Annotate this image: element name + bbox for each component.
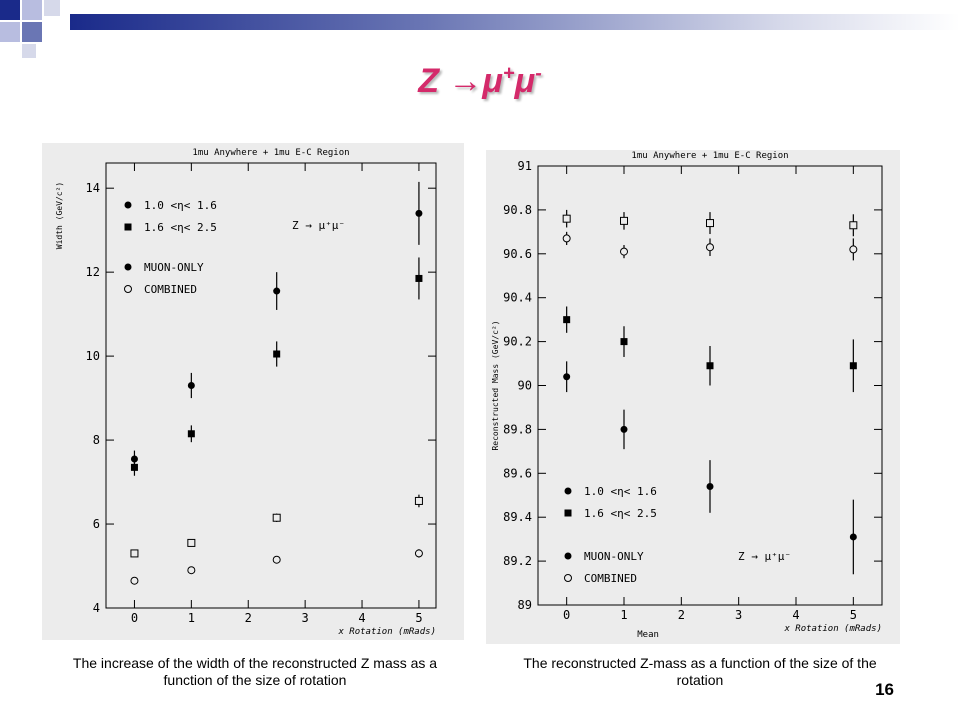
data-point-open-square	[188, 539, 195, 546]
x-tick-label: 2	[244, 611, 252, 625]
x-tick-label: 0	[130, 611, 139, 625]
y-tick-label: 90.6	[503, 246, 532, 261]
data-point-filled-circle	[850, 533, 857, 540]
caption-right: The reconstructed Z-mass as a function of the size of the rotation	[523, 655, 877, 688]
annotation-z-mumu: Z → μ⁺μ⁻	[738, 550, 791, 563]
title-main: Z →μ	[418, 62, 503, 100]
y-tick-label: 10	[85, 349, 100, 364]
caption-left: The increase of the width of the reconstructed Z mass as a function of the size of rotation	[72, 655, 438, 688]
data-point-filled-square	[273, 351, 280, 358]
corner-square-2	[22, 0, 42, 20]
x-tick-label: 4	[792, 608, 800, 622]
data-point-open-circle	[563, 235, 570, 242]
chart-title: 1mu Anywhere + 1mu E-C Region	[631, 151, 789, 161]
annotation-z-mumu: Z → μ⁺μ⁻	[292, 219, 345, 232]
legend-marker-filled-circle	[125, 264, 132, 271]
y-tick-label: 89	[517, 598, 532, 612]
x-axis-label: x Rotation (mRads)	[338, 627, 436, 637]
legend-marker-filled-circle	[565, 553, 572, 560]
y-tick-label: 89.4	[503, 510, 532, 525]
corner-square-6	[22, 44, 36, 58]
y-tick-label: 89.8	[503, 422, 532, 437]
data-point-open-square	[415, 497, 422, 504]
y-tick-label: 14	[85, 181, 100, 196]
chart-panel-mass	[486, 150, 900, 644]
x-tick-label: 3	[735, 608, 743, 622]
legend-marker-filled-square	[565, 510, 572, 517]
y-axis-label: Reconstructed Mass (GeV/c²)	[491, 320, 500, 451]
data-point-open-circle	[621, 248, 628, 255]
data-point-open-circle	[707, 244, 714, 251]
data-point-open-square	[563, 215, 570, 222]
x-tick-label: 5	[415, 611, 423, 625]
corner-square-4	[0, 22, 20, 42]
data-point-open-circle	[850, 246, 857, 253]
y-tick-label: 12	[85, 265, 100, 280]
legend-label: 1.0 <η< 1.6	[584, 485, 657, 498]
data-point-filled-square	[707, 362, 714, 369]
x-tick-label: 4	[358, 611, 366, 625]
data-point-filled-circle	[707, 483, 714, 490]
corner-square-3	[44, 0, 60, 16]
data-point-open-circle	[273, 556, 280, 563]
legend-label: 1.0 <η< 1.6	[144, 199, 217, 212]
title-mu: μ	[514, 62, 536, 100]
x-axis-label-secondary: Mean	[637, 630, 659, 640]
y-tick-label: 90.4	[503, 290, 532, 305]
y-tick-label: 89.6	[503, 466, 532, 481]
y-axis-label: Width (GeV/c²)	[55, 181, 64, 250]
legend-label: 1.6 <η< 2.5	[584, 507, 657, 520]
data-point-open-square	[131, 550, 138, 557]
data-point-open-square	[621, 217, 628, 224]
y-tick-label: 4	[92, 601, 100, 615]
x-tick-label: 3	[301, 611, 309, 625]
data-point-filled-circle	[415, 210, 422, 217]
y-tick-label: 90.8	[503, 202, 532, 217]
title-sup-minus: -	[535, 62, 542, 85]
data-point-open-square	[707, 220, 714, 227]
x-tick-label: 5	[849, 608, 857, 622]
legend-marker-open-circle	[565, 575, 572, 582]
data-point-filled-circle	[621, 426, 628, 433]
data-point-filled-square	[563, 316, 570, 323]
x-tick-label: 0	[563, 608, 571, 622]
data-point-open-circle	[415, 550, 422, 557]
legend-label: MUON-ONLY	[584, 550, 644, 563]
x-tick-label: 1	[187, 611, 195, 625]
data-point-filled-square	[850, 362, 857, 369]
data-point-open-circle	[131, 577, 138, 584]
legend-marker-filled-circle	[565, 488, 572, 495]
y-tick-label: 8	[92, 433, 100, 448]
data-point-open-square	[850, 222, 857, 229]
chart-width-vs-rotation	[42, 143, 464, 640]
data-point-filled-circle	[273, 288, 280, 295]
legend-label: 1.6 <η< 2.5	[144, 221, 217, 234]
y-tick-label: 90.2	[503, 334, 532, 349]
data-point-open-square	[273, 514, 280, 521]
x-axis-label: x Rotation (mRads)	[784, 624, 882, 634]
title-sup-plus: +	[502, 62, 515, 85]
data-point-filled-circle	[188, 382, 195, 389]
data-point-filled-square	[415, 275, 422, 282]
y-tick-label: 90	[517, 378, 532, 393]
x-tick-label: 1	[620, 608, 628, 622]
y-tick-label: 89.2	[503, 554, 532, 569]
page-number: 16	[875, 680, 894, 699]
legend-marker-filled-circle	[125, 202, 132, 209]
data-point-open-circle	[188, 567, 195, 574]
chart-mass-vs-rotation	[486, 150, 900, 644]
chart-title: 1mu Anywhere + 1mu E-C Region	[192, 148, 350, 158]
y-tick-label: 6	[92, 517, 100, 532]
legend-label: COMBINED	[584, 572, 637, 585]
header-gradient-bar	[70, 14, 960, 30]
legend-label: MUON-ONLY	[144, 261, 204, 274]
data-point-filled-square	[188, 430, 195, 437]
legend-marker-open-circle	[125, 286, 132, 293]
x-tick-label: 2	[677, 608, 685, 622]
corner-square-5	[22, 22, 42, 42]
data-point-filled-square	[621, 338, 628, 345]
y-tick-label: 91	[517, 159, 532, 173]
corner-square-1	[0, 0, 20, 20]
chart-panel-width	[42, 143, 464, 640]
legend-label: COMBINED	[144, 283, 197, 296]
data-point-filled-circle	[563, 373, 570, 380]
legend-marker-filled-square	[125, 224, 132, 231]
slide-title	[0, 62, 960, 101]
data-point-filled-square	[131, 464, 138, 471]
